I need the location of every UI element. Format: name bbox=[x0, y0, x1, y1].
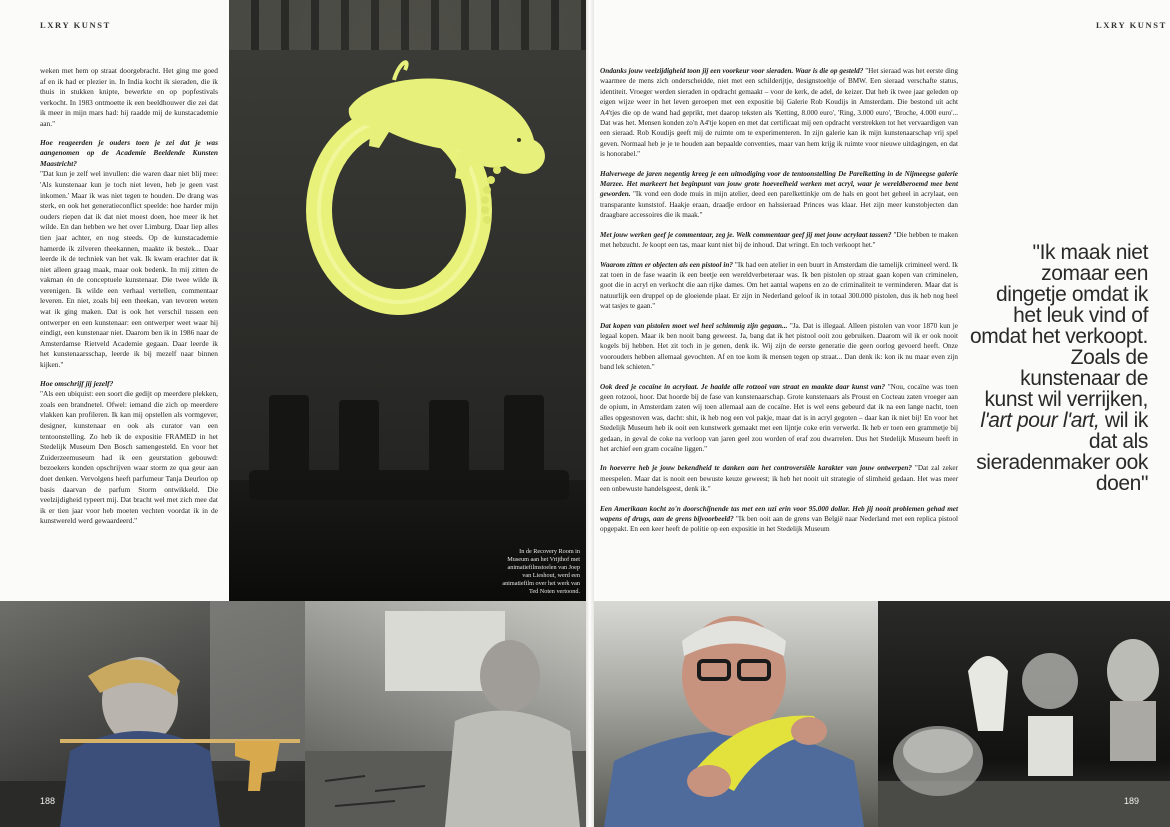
pull-quote-italic: l'art pour l'art, bbox=[980, 409, 1100, 432]
interview-question: Hoe reageerden je ouders toen je zei dat je was aangenomen op de Academie Beeldende Kunsten Maastricht? bbox=[40, 137, 218, 168]
interview-block bbox=[40, 138, 218, 371]
interview-question: Waarom zitten er objecten als een pistool in? bbox=[600, 260, 733, 269]
right-text-column bbox=[600, 66, 958, 544]
photo-display-of-sculptures bbox=[878, 601, 1170, 827]
interview-block bbox=[600, 260, 958, 312]
interview-block bbox=[600, 169, 958, 221]
interview-answer: "Het sieraad was het eerste ding waarmee de mens zich onderscheidde, niet met een schilderijtje, designstoeltje of BMW. Een sieraad verschafte status, identiteit. Vroeger werden sieraden in opdracht gemaakt – voor de kerk, de adel, de keizer. Dat heb ik twee jaar geleden op eigen wijze weer in het leven geroepen met een expositie bij Galerie Rob Koudijs in Amsterdam. Die bestond uit acht A4'tjes die op de wand had geprikt, met daarop teksten als 'Ketting, 8.000 euro', 'Ring, 3.000 euro', 'Broche, 4.000 euro'... Dat was het. Mensen konden zo'n A4'tje kopen en met dat certificaat mij een opdracht verstrekken tot het vervaardigen van een sieraad. Rob Koudijs geeft mij de ruimte om te experimenteren. In zijn galerie kan ik mijn kunstenaarschap vrij spel geven. Normaal heb je je te houden aan bepaalde conventies, maar van hem krijg ik ruimte voor nieuwe uitdagingen, en dat is honorabel." bbox=[600, 67, 958, 159]
artist-workshop-icon bbox=[305, 601, 586, 827]
interview-block bbox=[600, 66, 958, 160]
man-aiming-pistol-icon bbox=[0, 601, 305, 827]
page-number-right: 189 bbox=[1124, 796, 1140, 806]
pull-quote bbox=[968, 242, 1148, 494]
pig-ring-sculpture-icon bbox=[229, 0, 586, 601]
interview-answer: "Ik ben ooit aan de grens van België naar Nederland met een replica pistool opgepakt. En een keer heeft de politie op een expositie in het Stedelijk Museum bbox=[600, 515, 958, 534]
interview-block bbox=[600, 382, 958, 455]
pull-quote-text: "Ik maak niet zomaar een dingetje omdat ik het leuk vind of omdat het verkoopt. Zoals de kunstenaar de kunst wil verrijken, bbox=[969, 241, 1148, 411]
interview-answer: "Ja. Dat is illegaal. Alleen pistolen van voor 1870 kun je legaal kopen. Maar ik ben nooit bang geweest. Ja, bang dat ik het pistool ooit zou gebruiken. Daarom wil ik er ook nooit kogels bij hebben. Het zit toch in je genen, denk ik. Wij zijn de eerste generatie die geen oorlog gevoerd heeft. Onze voorouders hebben allemaal gevochten. Af en toe kom ik mensen tegen op straat... Dan denk ik: kon ik nu maar even zijn band lek schieten." bbox=[600, 321, 958, 372]
interview-block bbox=[600, 504, 958, 535]
pull-quote-text-end: wil ik dat als sieradenmaker ook doen" bbox=[976, 409, 1148, 495]
interview-question: Halverwege de jaren negentig kreeg je een uitnodiging voor de tentoonstelling De Parelketting in de Nijmeegse galerie Marzee. Het markeert het beginpunt van jouw grote hoeveelheid werken met acryl, waar je wereldberoemd mee bent geworden. bbox=[600, 169, 958, 199]
photo-artist-in-workshop bbox=[305, 601, 586, 827]
interview-answer: "Dat kun je zelf wel invullen: die waren daar niet blij mee: 'Als kunstenaar kun je toch niet leven, heb je geen vast inkomen.' Maar ik was niet tegen te houden. De drang was sterk, en ook het generatieconflict speelde: hoe harder mijn ouders riepen dat ik dat niet moest doen, hoe meer ik het wilde. En dan hebben we het over Limburg. Daar liep alles tien jaar achter, en nog steeds. Op de kunstacademie hamerde ik zilveren theekannen, maakte ik bestek... Daar leerde ik de techniek van het vak. Ik kwam erachter dat ik niet alleen graag maak, maar ook bedenk. In mij zitten de vakman én de conceptuele kunstenaar. Die twee wilde ik verenigen. Ik wilde een verhaal vertellen, commentaar leveren. En niet, zoals bij een theekan, van tevoren weten wat ik ging maken. Dat is ook het verschil tussen een ontwerper en een kunstenaar: een ontwerper weet waar hij eindigt, een kunstenaar niet. Daarom ben ik in 1986 naar de Amsterdamse Rietveld Academie gegaan. Daar leerde ik het kunstenaarsschap, leerde ik bij mezelf naar binnen kijken." bbox=[40, 169, 218, 370]
sculpture-display-icon bbox=[878, 601, 1170, 827]
running-head-left: LXRY KUNST bbox=[40, 20, 111, 30]
interview-question: Hoe omschrijf jij jezelf? bbox=[40, 378, 114, 388]
photo-man-with-pistol-sculpture bbox=[0, 601, 305, 827]
page-gutter bbox=[586, 0, 594, 827]
hero-photo-caption: In de Recovery Room in Museum aan het Vrijthof met animatiefilmstoelen van Joep van Lieshout, werd een animatiefilm over het werk van Ted Noten vertoond. bbox=[502, 548, 580, 595]
running-head-right: LXRY KUNST bbox=[1096, 20, 1167, 30]
interview-answer: "Ik vond een dode muis in mijn atelier, deed een parelkettinkje om de hals en goot het geheel in acrylaat, een transparante kunststof. Haakje eraan, draadje erdoor en halssieraad Princes was klaar. Het zijn meer kunstobjecten dan draagbare accessoires die ik maak." bbox=[600, 190, 958, 220]
man-holding-acrylic-object-icon bbox=[594, 601, 878, 827]
interview-question: Ook deed je cocaïne in acrylaat. Je haalde alle rotzooi van straat en maakte daar kunst van? bbox=[600, 382, 886, 391]
interview-question: In hoeverre heb je jouw bekendheid te danken aan het controversiële karakter van jouw ontwerpen? bbox=[600, 464, 912, 473]
interview-question: Dat kopen van pistolen moet wel heel schimmig zijn gegaan... bbox=[600, 321, 788, 330]
photo-man-holding-yellow-object bbox=[594, 601, 878, 827]
page-number-left: 188 bbox=[40, 796, 56, 806]
interview-question: Ondanks jouw veelzijdigheid toon jij een voorkeur voor sieraden. Waar is die op gesteld? bbox=[600, 67, 864, 75]
interview-block bbox=[40, 379, 218, 527]
interview-block bbox=[600, 463, 958, 494]
interview-block bbox=[600, 230, 958, 251]
interview-question: Met jouw werken geef je commentaar, zeg je. Welk commentaar geef jij met jouw acrylaat tassen? bbox=[600, 230, 892, 239]
interview-answer: "Dat zal zeker meespelen. Maar dat is nooit een bewuste keuze geweest; ik heb het nooit uit strategie of slimheid gedaan. Het was meer een onbewuste handelsgeest, denk ik." bbox=[600, 464, 959, 494]
interview-answer: "Ik had een atelier in een buurt in Amsterdam die tamelijk crimineel werd. Ik zat toen in de fase waarin ik een beetje een wereldverbeteraar was. Ik ben pistolen op straat gaan kopen van criminelen, goot die in acryl en verkocht die aan rijke dames. Om het aantal wapens en zo de criminaliteit te verminderen. Maar dat is natuurlijk een druppel op de gloeiende plaat. Er zijn in Nederland geloof ik in totaal 300.000 pistolen, dus ik heb nog heel wat tasjes te gaan." bbox=[600, 260, 958, 311]
interview-answer: "Die hebben te maken met hebzucht. Je koopt een tas, maar kunt niet bij de inhoud. Dat wringt. En toch verkoopt het." bbox=[600, 230, 959, 250]
hero-photo-pig-ring-sculpture bbox=[229, 0, 586, 601]
interview-answer: "Nou, cocaïne was toen geen rotzooi, hoor. Dat hoorde bij de fase van kunstenaarschap. Grote kunstenaars als Proust en Cocteau zaten vroeger aan de opium, in Amsterdam zaten wij toen allemaal aan de cocaïne. Het is wel eens gebeurd dat ik na een lange nacht, toen alles opgesnoven was, dacht: shit, ik heb nog een vol pakje, maar dat is in acryl gegoten – daar kan ik niet bij! En voor het Stedelijk Museum heb ik ooit een kunstwerk gemaakt met een lijntje coke erin verwerkt. Ik heb er toen een grammetje bij gedaan, in geval de coke na verloop van jaren geel zou worden of eraf zou dwarrelen. Dus het Stedelijk Museum heeft in het archief een gram cocaïne liggen." bbox=[600, 382, 958, 453]
interview-answer: "Als een ubiquist: een soort die gedijt op meerdere plekken, zoals een brandnetel. Ofwel: iemand die zich op meerdere vlakken kan profileren. Ik kan mij opstellen als vormgever, designer, kunstenaar en ook als curator van een tentoonstelling. Zo heb ik de expositie FRAMED in het Stedelijk Museum Den Bosch samengesteld. En voor het Zuiderzeemuseum had ik een geurstation gebouwd: bezoekers konden opschrijven waar storm ze qua geur aan doet denken. Vervolgens heeft parfumeur Tanja Deurloo op basis daarvan de parfum Storm ontwikkeld. Die veelzijdigheid typeert mij. Dat bracht wel met zich mee dat ik er tien jaar voor heb moeten vechten voordat ik in de kunstwereld werd gewaardeerd." bbox=[40, 389, 218, 526]
paragraph: weken met hem op straat doorgebracht. Het ging me goed af en ik had er plezier in. In India kocht ik sieraden, die ik thuis in stukken knipte, bewerkte en op popfestivals verkocht. In 1983 ontmoette ik een beeldhouwer die zei dat ik meer in mijn mars had: hij raadde mij de kunstacademie aan." bbox=[40, 66, 218, 128]
interview-question: Een Amerikaan kocht zo'n doorschijnende tas met een uzi erin voor 95.000 dollar. Heb jij nooit problemen gehad met wapens of drugs, aan de grens bijvoorbeeld? bbox=[600, 504, 958, 524]
interview-block bbox=[600, 321, 958, 373]
left-text-column bbox=[40, 66, 218, 535]
